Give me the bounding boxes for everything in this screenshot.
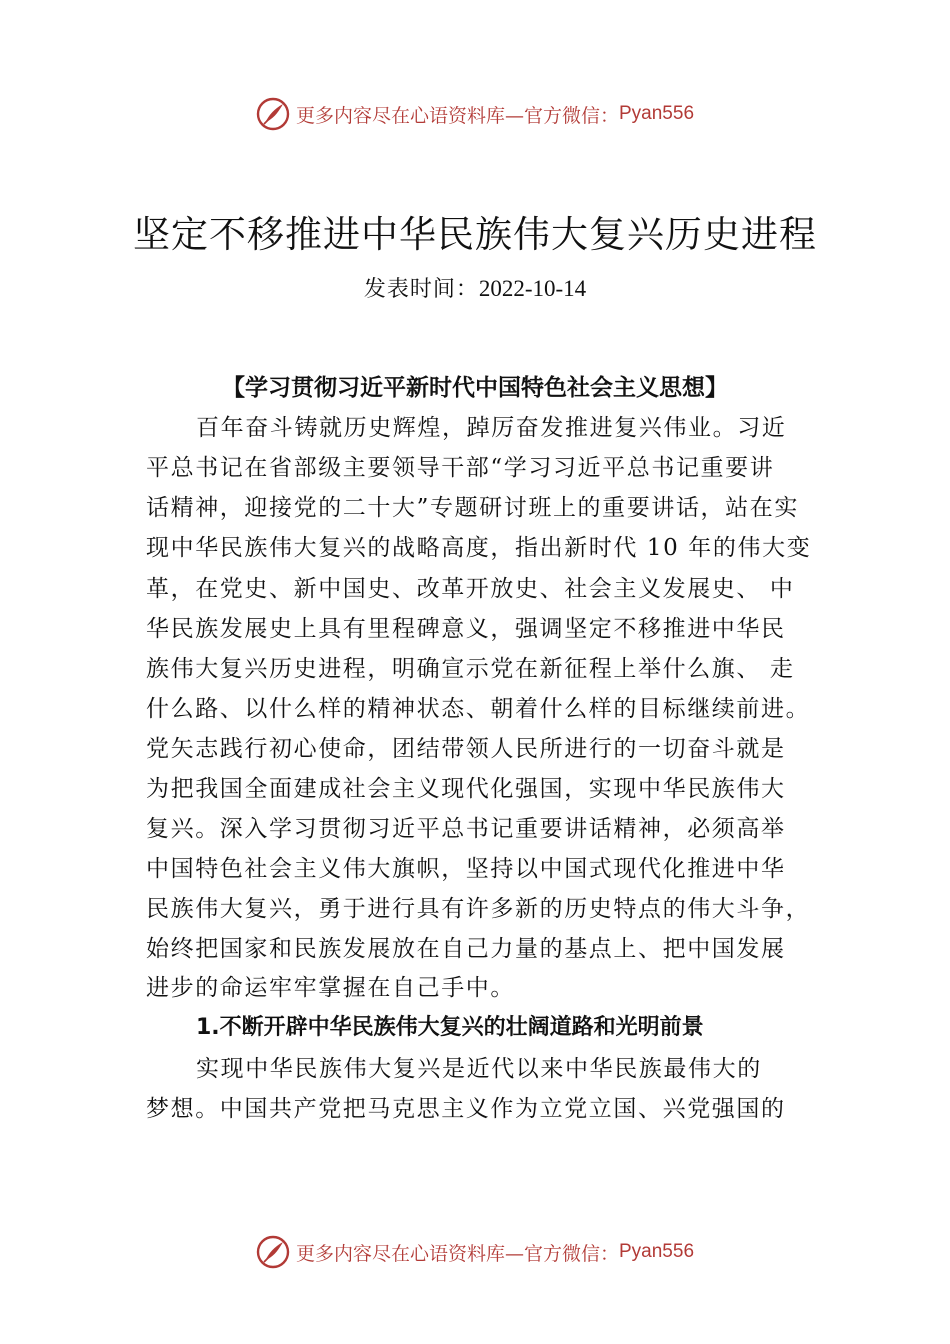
section-title: 【学习贯彻习近平新时代中国特色社会主义思想】 — [222, 375, 728, 401]
paragraph-line: 复兴。深入学习贯彻习近平总书记重要讲话精神，必须高举 — [146, 816, 786, 842]
paragraph-line: 现中华民族伟大复兴的战略高度，指出新时代 10 年的伟大变 — [146, 535, 812, 561]
publish-date — [0, 272, 950, 303]
paragraph-line: 民族伟大复兴，勇于进行具有许多新的历史特点的伟大斗争， — [146, 896, 811, 922]
paragraph-line: 为把我国全面建成社会主义现代化强国，实现中华民族伟大 — [146, 776, 786, 802]
paragraph-line: 百年奋斗铸就历史辉煌，踔厉奋发推进复兴伟业。习近 — [196, 415, 787, 441]
paragraph-line: 始终把国家和民族发展放在自己力量的基点上、把中国发展 — [146, 936, 786, 962]
paragraph-line: 话精神，迎接党的二十大”专题研讨班上的重要讲话，站在实 — [146, 495, 799, 521]
paragraph-line: 族伟大复兴历史进程，明确宣示党在新征程上举什么旗、 走 — [146, 656, 795, 682]
paragraph-line: 什么路、以什么样的精神状态、朝着什么样的目标继续前进。 — [146, 696, 811, 722]
paragraph-line: 梦想。中国共产党把马克思主义作为立党立国、兴党强国的 — [146, 1096, 786, 1122]
publish-date-label: 发表时间： — [363, 277, 479, 302]
banner-wechat-id: Pyan556 — [619, 1241, 695, 1262]
subheading-1: 1.不断开辟中华民族伟大复兴的壮阔道路和光明前景 — [196, 1015, 704, 1040]
publish-date-value: 2022-10-14 — [478, 276, 587, 301]
banner-text: 更多内容尽在心语资料库—官方微信： — [295, 104, 619, 127]
feather-logo-icon — [256, 1235, 290, 1269]
article-title: 坚定不移推进中华民族伟大复兴历史进程 — [133, 213, 817, 256]
paragraph-line: 华民族发展史上具有里程碑意义，强调坚定不移推进中华民 — [146, 616, 786, 642]
header-banner — [0, 94, 950, 134]
paragraph-line: 革，在党史、新中国史、改革开放史、社会主义发展史、 中 — [146, 576, 795, 602]
paragraph-line: 中国特色社会主义伟大旗帜，坚持以中国式现代化推进中华 — [146, 856, 786, 882]
paragraph-line: 平总书记在省部级主要领导干部“学习习近平总书记重要讲 — [146, 455, 775, 481]
banner-text: 更多内容尽在心语资料库—官方微信： — [295, 1242, 619, 1265]
paragraph-line: 进步的命运牢牢掌握在自己手中。 — [146, 975, 515, 1001]
footer-banner — [0, 1232, 950, 1272]
paragraph-line: 党矢志践行初心使命，团结带领人民所进行的一切奋斗就是 — [146, 736, 786, 762]
banner-wechat-id: Pyan556 — [619, 103, 695, 124]
paragraph-line: 实现中华民族伟大复兴是近代以来中华民族最伟大的 — [196, 1056, 762, 1082]
feather-logo-icon — [256, 97, 290, 131]
